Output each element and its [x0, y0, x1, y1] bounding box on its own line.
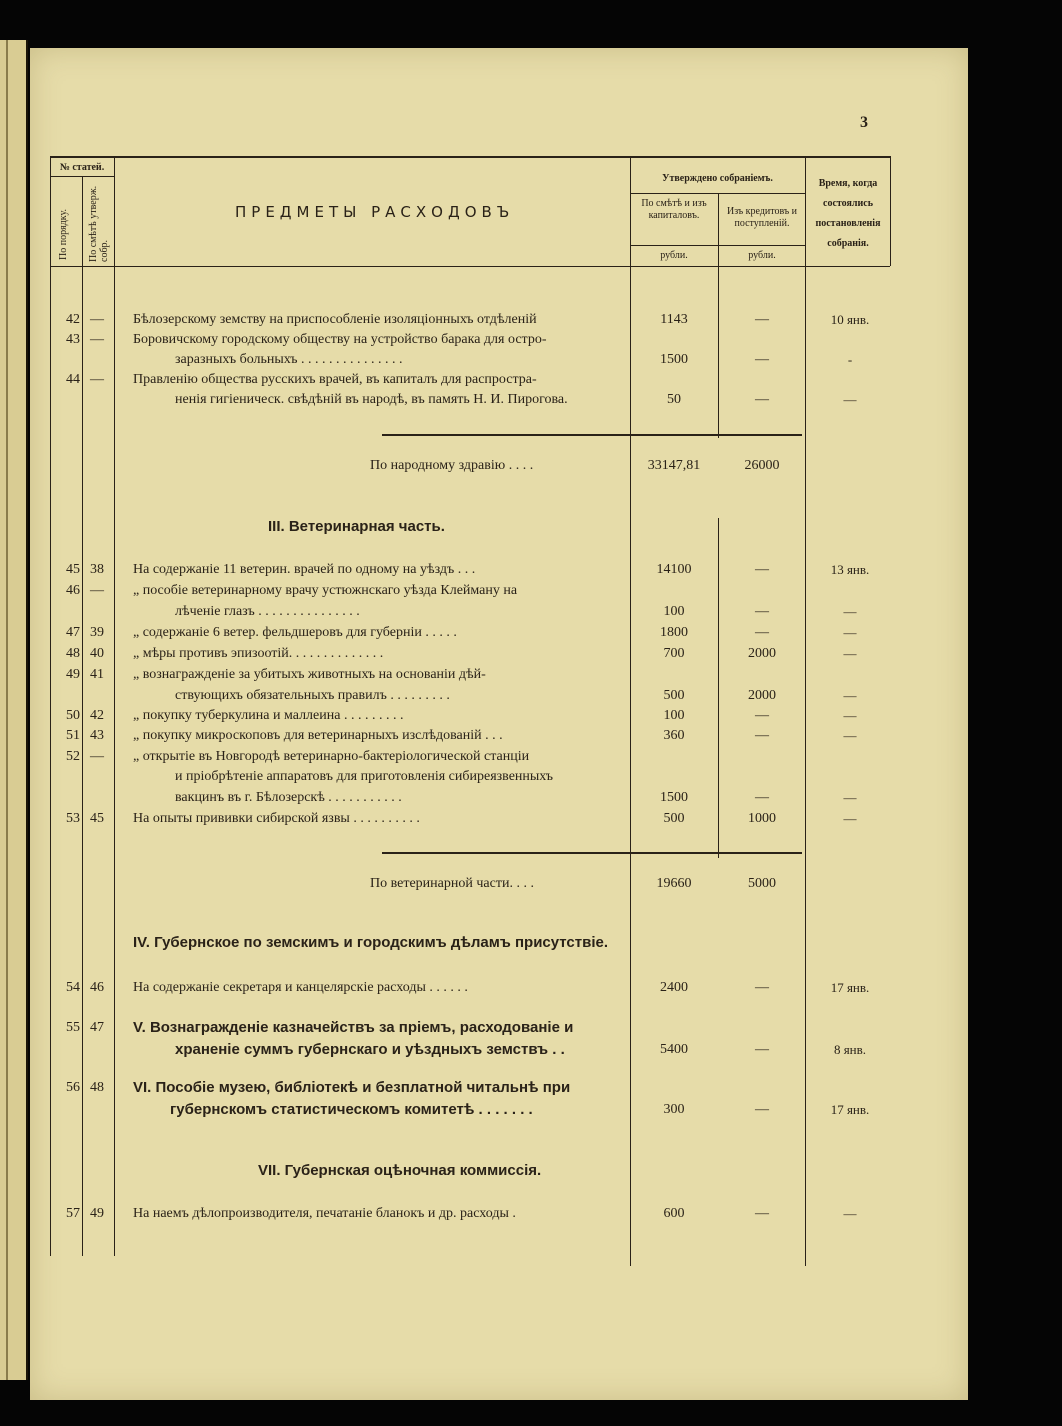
- col-estimate-header: По смѣтѣ утверж. собр.: [88, 185, 110, 262]
- row-amount1: 360: [663, 728, 685, 743]
- table-row-cont: [30, 390, 968, 410]
- row-text: „ открытіе въ Новгородѣ ветеринарно-бактеріологической станціи: [133, 749, 530, 764]
- row-estimate: 48: [90, 1080, 104, 1095]
- row-number: 42: [66, 312, 80, 327]
- row-text: Бѣлозерскому земству на приспособленіе изоляціонныхъ отдѣленій: [133, 312, 537, 327]
- total-label: По народному здравію . . . .: [370, 458, 534, 473]
- table-row: [30, 581, 968, 601]
- row-amount1: 300: [663, 1102, 685, 1117]
- row-text: Боровичскому городскому обществу на устройство барака для остро-: [133, 332, 547, 347]
- row-text-cont: и пріобрѣтеніе аппаратовъ для приготовленія сибиреязвенныхъ: [175, 769, 554, 784]
- row-number: 45: [66, 562, 80, 577]
- row-estimate: —: [90, 312, 104, 327]
- row-amount1: 5400: [660, 1042, 688, 1057]
- table-row: [30, 310, 968, 330]
- total-amount1: 19660: [656, 876, 692, 891]
- table-row: [30, 1204, 968, 1224]
- row-estimate: 38: [90, 562, 104, 577]
- header-bottom-rule: [50, 266, 890, 267]
- document-page: [30, 48, 968, 1400]
- row-amount1: 500: [663, 811, 685, 826]
- row-text: „ вознагражденіе за убитыхъ животныхъ на основаніи дѣй-: [133, 667, 486, 682]
- total-rule: [382, 434, 802, 436]
- row-number: 54: [66, 980, 80, 995]
- row-text: Правленію общества русскихъ врачей, въ капиталъ для распростра-: [133, 372, 537, 387]
- row-text: „ мѣры противъ эпизоотій. . . . . . . . . . . . . .: [133, 646, 384, 661]
- row-text: На содержаніе секретаря и канцелярскіе расходы . . . . . .: [133, 980, 468, 995]
- row-amount1: 1143: [660, 312, 688, 327]
- row-text-cont: ненія гигіеническ. свѣдѣній въ народѣ, въ память Н. И. Пирогова.: [175, 392, 568, 407]
- articles-header: № статей.: [59, 162, 105, 173]
- approved-header: Утверждено собраніемъ.: [662, 173, 773, 184]
- row-amount2: —: [755, 1206, 769, 1221]
- section-heading: VII. Губернская оцѣночная коммиссія.: [258, 1162, 542, 1179]
- header-top-rule: [50, 156, 890, 158]
- row-amount2: —: [755, 790, 769, 805]
- total-label: По ветеринарной части. . . .: [370, 876, 534, 891]
- row-amount2: —: [755, 625, 769, 640]
- row-amount2: —: [755, 312, 769, 327]
- row-amount2: 2000: [748, 688, 776, 703]
- total-row: [30, 874, 968, 894]
- row-date: —: [843, 790, 857, 805]
- row-date: —: [843, 688, 857, 703]
- row-date: —: [843, 625, 857, 640]
- row-number: 49: [66, 667, 80, 682]
- approved-sub1: По смѣтѣ и изъ капиталовъ.: [641, 198, 707, 221]
- row-amount2: 1000: [748, 811, 776, 826]
- row-amount2: —: [755, 708, 769, 723]
- row-amount2: —: [755, 604, 769, 619]
- section-heading: IV. Губернское по земскимъ и городскимъ дѣламъ присутствіе.: [133, 934, 609, 951]
- row-estimate: 45: [90, 811, 104, 826]
- row-amount2: —: [755, 392, 769, 407]
- section-heading: III. Ветеринарная часть.: [268, 518, 445, 535]
- row-text-cont: вакцинъ въ г. Бѣлозерскѣ . . . . . . . . . . .: [175, 790, 402, 805]
- row-amount2: —: [755, 980, 769, 995]
- table-row: [30, 809, 968, 829]
- row-number: 47: [66, 625, 80, 640]
- total-row: [30, 456, 968, 476]
- row-date: 10 янв.: [830, 312, 870, 327]
- row-text: „ покупку туберкулина и маллеина . . . . . . . . .: [133, 708, 404, 723]
- row-number: 46: [66, 583, 80, 598]
- row-date: -: [847, 352, 853, 367]
- row-date: —: [843, 728, 857, 743]
- row-amount1: 700: [663, 646, 685, 661]
- row-amount1: 500: [663, 688, 685, 703]
- table-row: [30, 726, 968, 746]
- table-row: [30, 623, 968, 643]
- unit2: рубли.: [748, 250, 776, 261]
- row-estimate: —: [90, 583, 104, 598]
- row-date: —: [843, 392, 857, 407]
- row-number: 44: [66, 372, 80, 387]
- table-row: [30, 1018, 968, 1038]
- total-rule: [382, 852, 802, 854]
- row-text-cont: храненіе суммъ губернскаго и уѣздныхъ земствъ . .: [175, 1041, 565, 1058]
- table-row: [30, 665, 968, 685]
- row-estimate: 43: [90, 728, 104, 743]
- row-amount2: 2000: [748, 646, 776, 661]
- row-date: 17 янв.: [830, 1102, 870, 1117]
- time-header: Время, когда состоялись постановленія собранія.: [815, 178, 881, 249]
- table-row-cont: [30, 1100, 968, 1120]
- row-estimate: 49: [90, 1206, 104, 1221]
- table-row: [30, 644, 968, 664]
- row-estimate: 47: [90, 1020, 104, 1035]
- row-number: 48: [66, 646, 80, 661]
- row-text-cont: заразныхъ больныхъ . . . . . . . . . . . . . . .: [175, 352, 403, 367]
- row-estimate: —: [90, 749, 104, 764]
- row-amount2: —: [755, 1042, 769, 1057]
- row-text: На наемъ дѣлопроизводителя, печатаніе бланокъ и др. расходы .: [133, 1206, 516, 1221]
- row-number: 51: [66, 728, 80, 743]
- row-number: 50: [66, 708, 80, 723]
- table-row: [30, 1078, 968, 1098]
- total-amount1: 33147,81: [647, 458, 701, 473]
- row-text-cont: губернскомъ статистическомъ комитетѣ . . . . . . .: [170, 1101, 533, 1118]
- table-row-cont: [30, 350, 968, 370]
- row-date: —: [843, 1206, 857, 1221]
- table-row: [30, 330, 968, 350]
- subjects-header: ПРЕДМЕТЫ РАСХОДОВЪ: [235, 203, 515, 221]
- row-estimate: —: [90, 332, 104, 347]
- row-amount1: 100: [663, 708, 685, 723]
- table-row-cont: [30, 1040, 968, 1060]
- table-row: [30, 370, 968, 390]
- row-number: 53: [66, 811, 80, 826]
- table-row: [30, 978, 968, 998]
- table-row-cont: [30, 767, 968, 787]
- row-text: На опыты прививки сибирской язвы . . . . . . . . . .: [133, 811, 420, 826]
- table-row: [30, 706, 968, 726]
- row-estimate: 40: [90, 646, 104, 661]
- row-date: 17 янв.: [830, 980, 870, 995]
- table-row-cont: [30, 602, 968, 622]
- facing-page-edge: [0, 40, 28, 1380]
- row-text: „ покупку микроскоповъ для ветеринарныхъ изслѣдованій . . .: [133, 728, 503, 743]
- row-date: —: [843, 646, 857, 661]
- row-number: 43: [66, 332, 80, 347]
- row-amount2: —: [755, 352, 769, 367]
- total-amount2: 5000: [748, 876, 776, 891]
- row-text: V. Вознагражденіе казначействъ за пріемъ, расходованіе и: [133, 1019, 574, 1036]
- row-number: 52: [66, 749, 80, 764]
- row-estimate: 42: [90, 708, 104, 723]
- row-text-cont: лѣченіе глазъ . . . . . . . . . . . . . . .: [175, 604, 360, 619]
- row-amount1: 600: [663, 1206, 685, 1221]
- row-text: „ содержаніе 6 ветер. фельдшеровъ для губерніи . . . . .: [133, 625, 457, 640]
- unit1: рубли.: [660, 250, 688, 261]
- row-amount2: —: [755, 1102, 769, 1117]
- row-amount1: 2400: [660, 980, 688, 995]
- row-number: 56: [66, 1080, 80, 1095]
- row-amount1: 1500: [660, 790, 688, 805]
- row-date: —: [843, 708, 857, 723]
- row-estimate: 41: [90, 667, 104, 682]
- page-number: 3: [860, 114, 868, 131]
- row-amount1: 50: [667, 392, 681, 407]
- row-text: На содержаніе 11 ветерин. врачей по одному на уѣздъ . . .: [133, 562, 476, 577]
- row-date: —: [843, 604, 857, 619]
- row-date: —: [843, 811, 857, 826]
- row-number: 55: [66, 1020, 80, 1035]
- col-order-header: По порядку.: [58, 209, 69, 260]
- row-estimate: 39: [90, 625, 104, 640]
- row-number: 57: [66, 1206, 80, 1221]
- row-date: 13 янв.: [830, 562, 870, 577]
- table-row-cont: [30, 686, 968, 706]
- table-row: [30, 560, 968, 580]
- total-amount2: 26000: [744, 458, 780, 473]
- row-text: VI. Пособіе музею, библіотекѣ и безплатной читальнѣ при: [133, 1079, 571, 1096]
- row-date: 8 янв.: [833, 1042, 867, 1057]
- row-estimate: —: [90, 372, 104, 387]
- row-estimate: 46: [90, 980, 104, 995]
- row-amount2: —: [755, 728, 769, 743]
- approved-sub2: Изъ кредитовъ и поступленій.: [726, 206, 797, 229]
- table-row-cont: [30, 788, 968, 808]
- row-text-cont: ствующихъ обязательныхъ правилъ . . . . . . . . .: [175, 688, 450, 703]
- table-row: [30, 747, 968, 767]
- row-amount2: —: [755, 562, 769, 577]
- row-amount1: 100: [663, 604, 685, 619]
- col-line: [890, 156, 891, 266]
- row-amount1: 1500: [660, 352, 688, 367]
- row-amount1: 14100: [656, 562, 692, 577]
- row-amount1: 1800: [660, 625, 688, 640]
- row-text: „ пособіе ветеринарному врачу устюжнскаго уѣзда Клейману на: [133, 583, 518, 598]
